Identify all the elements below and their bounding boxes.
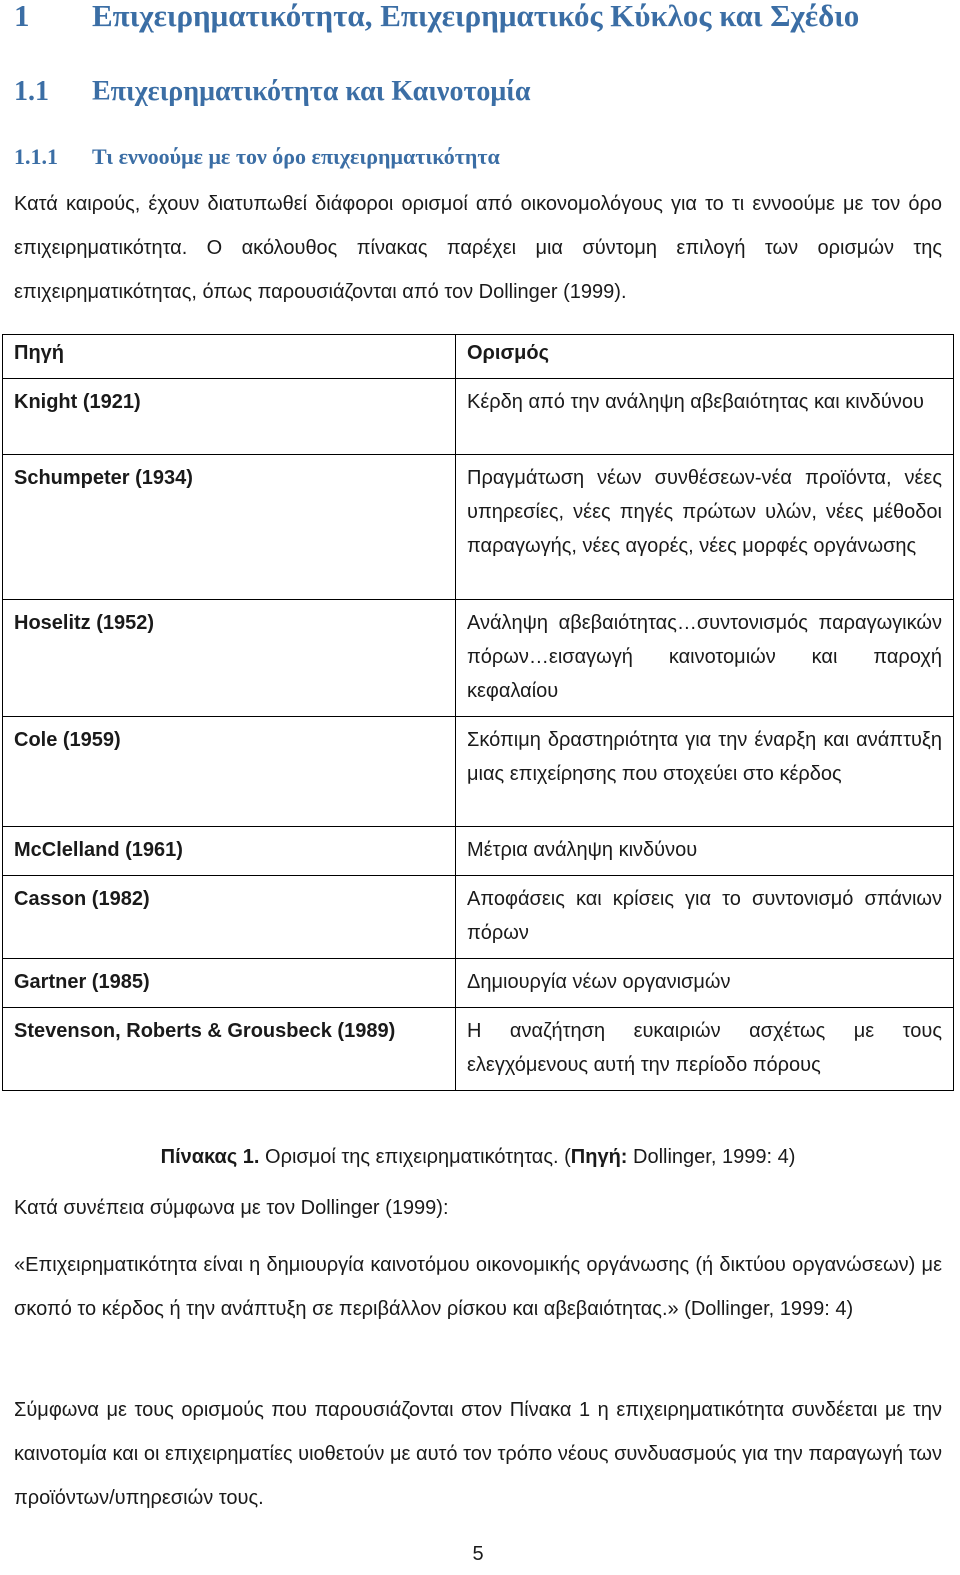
row-source: McClelland (1961) <box>3 827 456 876</box>
table-row <box>3 600 954 717</box>
heading-1-number: 1 <box>14 0 30 33</box>
row-definition: Η αναζήτηση ευκαιριών ασχέτως με τους ελεγχόμενους αυτή την περίοδο πόρους <box>456 1008 954 1091</box>
row-source: Casson (1982) <box>3 876 456 959</box>
caption-text: Ορισμοί της επιχειρηματικότητας. ( <box>259 1146 571 1168</box>
paragraph-dollinger-intro: Κατά συνέπεια σύμφωνα με τον Dollinger (1999): <box>14 1197 449 1219</box>
quote-paragraph: «Επιχειρηματικότητα είναι η δημιουργία καινοτόμου οικονομικής οργάνωσης (ή δικτύου οργανώσεων) με σκοπό το κέρδος ή την ανάπτυξη σε περιβάλλον ρίσκου και αβεβαιότητας.» (Dollinger, 1999: 4) <box>14 1254 942 1320</box>
heading-3-number: 1.1.1 <box>14 144 58 169</box>
caption-source-text: Dollinger, 1999: 4) <box>627 1146 796 1168</box>
row-source: Hoselitz (1952) <box>3 600 456 717</box>
row-source: Schumpeter (1934) <box>3 455 456 600</box>
row-source: Cole (1959) <box>3 717 456 827</box>
heading-level-1 <box>14 0 859 34</box>
heading-1-title: Επιχειρηματικότητα, Επιχειρηματικός Κύκλος και Σχέδιο <box>92 0 860 33</box>
row-definition: Ανάληψη αβεβαιότητας…συντονισμός παραγωγικών πόρων…εισαγωγή καινοτομιών και παροχή κεφαλαίου <box>456 600 954 717</box>
table-row <box>3 717 954 827</box>
definitions-table <box>2 334 954 1091</box>
row-definition: Αποφάσεις και κρίσεις για το συντονισμό σπάνιων πόρων <box>456 876 954 959</box>
header-source: Πηγή <box>3 335 456 379</box>
row-definition: Σκόπιμη δραστηριότητα για την έναρξη και ανάπτυξη μιας επιχείρησης που στοχεύει στο κέρδος <box>456 717 954 827</box>
caption-label: Πίνακας 1. <box>160 1146 260 1168</box>
table-caption <box>0 1142 956 1172</box>
table-row <box>3 827 954 876</box>
heading-2-number: 1.1 <box>14 76 49 107</box>
row-definition: Πραγμάτωση νέων συνθέσεων-νέα προϊόντα, νέες υπηρεσίες, νέες πηγές πρώτων υλών, νέες μέθοδοι παραγωγής, νέες αγορές, νέες μορφές οργάνωσης <box>456 455 954 600</box>
heading-level-3 <box>14 144 500 170</box>
heading-level-2 <box>14 76 531 108</box>
table-header-row <box>3 335 954 379</box>
intro-paragraph: Κατά καιρούς, έχουν διατυπωθεί διάφοροι ορισμοί από οικονομολόγους για το τι εννοούμε με τον όρο επιχειρηματικότητα. Ο ακόλουθος πίνακας παρέχει μια σύντομη επιλογή των ορισμών της επιχειρηματικότητας, όπως παρουσιάζονται από τον Dollinger (1999). <box>14 193 942 303</box>
table-row <box>3 379 954 455</box>
row-definition: Δημιουργία νέων οργανισμών <box>456 959 954 1008</box>
table-row <box>3 959 954 1008</box>
table-row <box>3 455 954 600</box>
table-row <box>3 1008 954 1091</box>
row-source: Gartner (1985) <box>3 959 456 1008</box>
conclusion-paragraph: Σύμφωνα με τους ορισμούς που παρουσιάζονται στον Πίνακα 1 η επιχειρηματικότητα συνδέεται με την καινοτομία και οι επιχειρηματίες υιοθετούν με αυτό τον τρόπο νέους συνδυασμούς για την παραγωγή των προϊόντων/υπηρεσιών τους. <box>14 1399 942 1509</box>
caption-source-label: Πηγή: <box>570 1146 628 1168</box>
heading-2-title: Επιχειρηματικότητα και Καινοτομία <box>92 76 531 107</box>
header-definition: Ορισμός <box>456 335 954 379</box>
row-source: Knight (1921) <box>3 379 456 455</box>
row-definition: Μέτρια ανάληψη κινδύνου <box>456 827 954 876</box>
row-definition: Κέρδη από την ανάληψη αβεβαιότητας και κινδύνου <box>456 379 954 455</box>
row-source: Stevenson, Roberts & Grousbeck (1989) <box>3 1008 456 1091</box>
heading-3-title: Τι εννοούμε με τον όρο επιχειρηματικότητα <box>92 144 500 169</box>
table-row <box>3 876 954 959</box>
page-number: 5 <box>472 1543 484 1565</box>
